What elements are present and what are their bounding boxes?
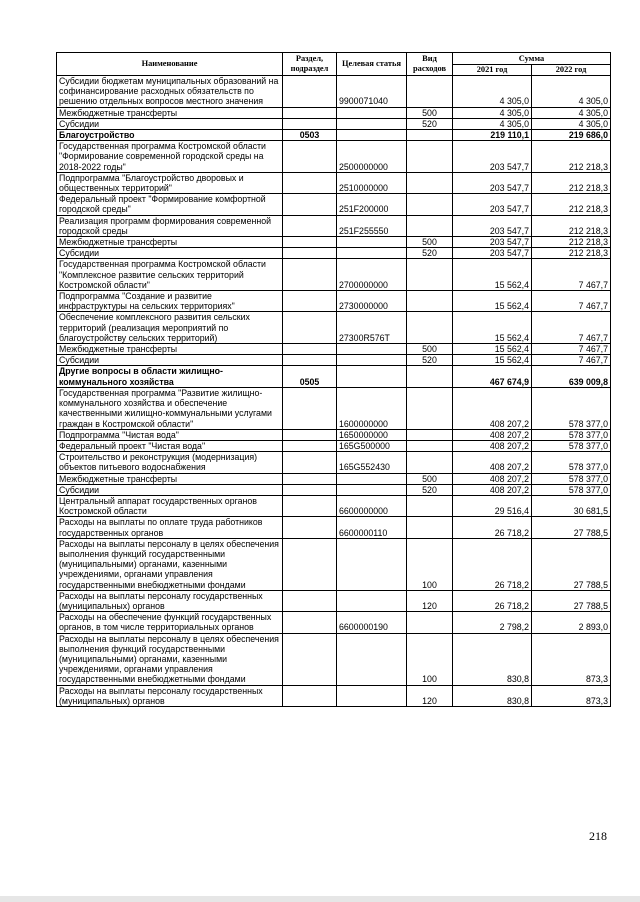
- row-section: [283, 429, 337, 440]
- table-row: [57, 517, 611, 538]
- row-sum-2022: 212 218,3: [532, 248, 611, 259]
- table-row: [57, 237, 611, 248]
- table-row: [57, 440, 611, 451]
- row-section: 0503: [283, 130, 337, 141]
- row-sum-2022: 27 788,5: [532, 590, 611, 611]
- row-target-article: 1600000000: [337, 387, 407, 429]
- row-target-article: [337, 237, 407, 248]
- row-sum-2021: 4 305,0: [453, 76, 532, 108]
- row-name: Расходы на выплаты персоналу государственных (муниципальных) органов: [57, 685, 283, 706]
- row-name: Расходы на выплаты персоналу в целях обеспечения выполнения функций государственными (муниципальными) органами, казенными учреждениями, органами управления государственными внебюджетными фондами: [57, 538, 283, 590]
- row-sum-2021: 26 718,2: [453, 538, 532, 590]
- row-sum-2021: 203 547,7: [453, 141, 532, 173]
- row-expense-type: [407, 452, 453, 473]
- row-sum-2021: 203 547,7: [453, 215, 532, 236]
- row-expense-type: [407, 440, 453, 451]
- row-name: Субсидии: [57, 355, 283, 366]
- row-expense-type: 500: [407, 107, 453, 118]
- row-sum-2021: 408 207,2: [453, 452, 532, 473]
- row-expense-type: [407, 291, 453, 312]
- table-body: [57, 76, 611, 707]
- row-sum-2021: 408 207,2: [453, 440, 532, 451]
- row-section: [283, 107, 337, 118]
- table-row: [57, 366, 611, 387]
- row-sum-2021: 203 547,7: [453, 172, 532, 193]
- header-section: Раздел, подраздел: [283, 53, 337, 76]
- table-row: [57, 484, 611, 495]
- row-expense-type: [407, 141, 453, 173]
- row-expense-type: [407, 215, 453, 236]
- row-sum-2021: 4 305,0: [453, 118, 532, 129]
- row-sum-2022: 212 218,3: [532, 141, 611, 173]
- row-section: [283, 538, 337, 590]
- table-row: [57, 590, 611, 611]
- row-sum-2022: 7 467,7: [532, 355, 611, 366]
- row-target-article: 1650000000: [337, 429, 407, 440]
- row-sum-2022: 2 893,0: [532, 612, 611, 633]
- table-row: [57, 538, 611, 590]
- row-name: Субсидии: [57, 484, 283, 495]
- row-target-article: 165G500000: [337, 440, 407, 451]
- table-row: [57, 452, 611, 473]
- row-expense-type: 520: [407, 248, 453, 259]
- row-sum-2022: 873,3: [532, 685, 611, 706]
- row-sum-2022: 4 305,0: [532, 76, 611, 108]
- table-row: [57, 215, 611, 236]
- row-sum-2021: 15 562,4: [453, 312, 532, 344]
- row-name: Обеспечение комплексного развития сельских территорий (реализация мероприятий по благоустройству сельских территорий): [57, 312, 283, 344]
- row-expense-type: 120: [407, 685, 453, 706]
- row-expense-type: 520: [407, 118, 453, 129]
- row-name: Расходы на обеспечение функций государственных органов, в том числе территориальных органов: [57, 612, 283, 633]
- row-section: [283, 612, 337, 633]
- row-sum-2021: 15 562,4: [453, 355, 532, 366]
- row-expense-type: [407, 76, 453, 108]
- row-expense-type: [407, 312, 453, 344]
- row-sum-2022: 7 467,7: [532, 344, 611, 355]
- row-sum-2021: 4 305,0: [453, 107, 532, 118]
- table-row: [57, 76, 611, 108]
- row-target-article: 2730000000: [337, 291, 407, 312]
- row-sum-2022: 578 377,0: [532, 473, 611, 484]
- row-target-article: 2510000000: [337, 172, 407, 193]
- row-section: [283, 215, 337, 236]
- row-sum-2022: 27 788,5: [532, 538, 611, 590]
- header-year-2022: 2022 год: [532, 65, 611, 76]
- row-section: [283, 344, 337, 355]
- row-section: [283, 685, 337, 706]
- row-sum-2021: 15 562,4: [453, 259, 532, 291]
- row-sum-2022: 4 305,0: [532, 118, 611, 129]
- row-section: [283, 517, 337, 538]
- row-target-article: [337, 107, 407, 118]
- table-row: [57, 685, 611, 706]
- row-expense-type: 100: [407, 538, 453, 590]
- row-target-article: 2700000000: [337, 259, 407, 291]
- table-row: [57, 387, 611, 429]
- row-name: Расходы на выплаты персоналу в целях обеспечения выполнения функций государственными (муниципальными) органами, казенными учреждениями, органами управления государственными внебюджетными фондами: [57, 633, 283, 685]
- table-row: [57, 118, 611, 129]
- row-target-article: 6600000190: [337, 612, 407, 633]
- table-row: [57, 130, 611, 141]
- row-expense-type: [407, 387, 453, 429]
- row-target-article: [337, 130, 407, 141]
- table-row: [57, 194, 611, 215]
- table-row: [57, 172, 611, 193]
- row-name: Другие вопросы в области жилищно-коммунального хозяйства: [57, 366, 283, 387]
- row-sum-2021: 15 562,4: [453, 291, 532, 312]
- row-sum-2022: 30 681,5: [532, 495, 611, 516]
- row-expense-type: 500: [407, 344, 453, 355]
- row-section: [283, 312, 337, 344]
- table-row: [57, 633, 611, 685]
- row-section: [283, 633, 337, 685]
- table-row: [57, 107, 611, 118]
- row-section: [283, 452, 337, 473]
- row-section: [283, 355, 337, 366]
- row-section: [283, 141, 337, 173]
- row-expense-type: [407, 194, 453, 215]
- row-section: [283, 495, 337, 516]
- row-name: Субсидии: [57, 248, 283, 259]
- row-sum-2021: 203 547,7: [453, 237, 532, 248]
- row-expense-type: [407, 612, 453, 633]
- row-sum-2021: 408 207,2: [453, 387, 532, 429]
- row-sum-2022: 7 467,7: [532, 259, 611, 291]
- row-name: Межбюджетные трансферты: [57, 107, 283, 118]
- scan-edge: [0, 896, 640, 902]
- row-expense-type: 520: [407, 355, 453, 366]
- row-expense-type: [407, 517, 453, 538]
- row-sum-2021: 408 207,2: [453, 484, 532, 495]
- table-row: [57, 473, 611, 484]
- row-target-article: 251F255550: [337, 215, 407, 236]
- table-row: [57, 312, 611, 344]
- row-section: [283, 76, 337, 108]
- row-name: Строительство и реконструкция (модернизация) объектов питьевого водоснабжения: [57, 452, 283, 473]
- row-expense-type: 500: [407, 473, 453, 484]
- row-section: [283, 248, 337, 259]
- row-section: [283, 484, 337, 495]
- row-section: [283, 118, 337, 129]
- row-sum-2021: 2 798,2: [453, 612, 532, 633]
- row-target-article: [337, 366, 407, 387]
- row-expense-type: [407, 366, 453, 387]
- row-sum-2021: 219 110,1: [453, 130, 532, 141]
- row-name: Федеральный проект "Чистая вода": [57, 440, 283, 451]
- row-sum-2021: 15 562,4: [453, 344, 532, 355]
- table-row: [57, 612, 611, 633]
- row-sum-2021: 830,8: [453, 633, 532, 685]
- row-name: Расходы на выплаты по оплате труда работников государственных органов: [57, 517, 283, 538]
- row-target-article: 2500000000: [337, 141, 407, 173]
- row-target-article: [337, 355, 407, 366]
- page-number: 218: [589, 829, 607, 843]
- row-target-article: [337, 484, 407, 495]
- table-row: [57, 259, 611, 291]
- row-name: Центральный аппарат государственных органов Костромской области: [57, 495, 283, 516]
- row-section: [283, 473, 337, 484]
- row-sum-2021: 408 207,2: [453, 473, 532, 484]
- row-sum-2021: 29 516,4: [453, 495, 532, 516]
- row-target-article: 6600000110: [337, 517, 407, 538]
- row-target-article: [337, 590, 407, 611]
- row-sum-2022: 873,3: [532, 633, 611, 685]
- row-sum-2021: 26 718,2: [453, 517, 532, 538]
- row-expense-type: [407, 495, 453, 516]
- row-sum-2022: 578 377,0: [532, 484, 611, 495]
- row-name: Государственная программа "Развитие жилищно-коммунального хозяйства и обеспечение качественными жилищно-коммунальными услугами граждан в Костромской области": [57, 387, 283, 429]
- header-year-2021: 2021 год: [453, 65, 532, 76]
- row-target-article: 6600000000: [337, 495, 407, 516]
- row-expense-type: 520: [407, 484, 453, 495]
- row-name: Межбюджетные трансферты: [57, 344, 283, 355]
- header-expense-type: Вид расходов: [407, 53, 453, 76]
- row-sum-2022: 578 377,0: [532, 429, 611, 440]
- row-name: Субсидии: [57, 118, 283, 129]
- table-row: [57, 248, 611, 259]
- row-target-article: [337, 248, 407, 259]
- row-name: Межбюджетные трансферты: [57, 473, 283, 484]
- row-section: [283, 590, 337, 611]
- row-expense-type: 500: [407, 237, 453, 248]
- row-expense-type: 100: [407, 633, 453, 685]
- row-sum-2022: 7 467,7: [532, 291, 611, 312]
- row-sum-2022: 4 305,0: [532, 107, 611, 118]
- row-section: [283, 259, 337, 291]
- row-name: Расходы на выплаты персоналу государственных (муниципальных) органов: [57, 590, 283, 611]
- table-row: [57, 141, 611, 173]
- row-name: Субсидии бюджетам муниципальных образований на софинансирование расходных обязательств по решению отдельных вопросов местного значения: [57, 76, 283, 108]
- row-sum-2022: 212 218,3: [532, 194, 611, 215]
- row-target-article: [337, 344, 407, 355]
- row-name: Подпрограмма "Создание и развитие инфраструктуры на сельских территориях": [57, 291, 283, 312]
- row-sum-2021: 203 547,7: [453, 194, 532, 215]
- row-name: Подпрограмма "Чистая вода": [57, 429, 283, 440]
- row-section: [283, 291, 337, 312]
- row-sum-2022: 212 218,3: [532, 172, 611, 193]
- header-name: Наименование: [57, 53, 283, 76]
- row-sum-2021: 408 207,2: [453, 429, 532, 440]
- row-sum-2022: 219 686,0: [532, 130, 611, 141]
- row-target-article: [337, 685, 407, 706]
- header-sum: Сумма: [453, 53, 611, 65]
- row-target-article: [337, 473, 407, 484]
- row-target-article: 251F200000: [337, 194, 407, 215]
- row-sum-2022: 578 377,0: [532, 387, 611, 429]
- row-target-article: 27300R576T: [337, 312, 407, 344]
- row-target-article: [337, 538, 407, 590]
- row-target-article: [337, 633, 407, 685]
- table-row: [57, 429, 611, 440]
- row-target-article: 9900071040: [337, 76, 407, 108]
- row-name: Реализация программ формирования современной городской среды: [57, 215, 283, 236]
- row-sum-2022: 27 788,5: [532, 517, 611, 538]
- row-expense-type: [407, 429, 453, 440]
- row-sum-2022: 578 377,0: [532, 440, 611, 451]
- row-sum-2021: 203 547,7: [453, 248, 532, 259]
- row-sum-2022: 639 009,8: [532, 366, 611, 387]
- table-row: [57, 344, 611, 355]
- row-section: [283, 194, 337, 215]
- row-name: Государственная программа Костромской области "Формирование современной городской среды на 2018-2022 годы": [57, 141, 283, 173]
- row-sum-2021: 26 718,2: [453, 590, 532, 611]
- row-sum-2022: 7 467,7: [532, 312, 611, 344]
- table-row: [57, 291, 611, 312]
- row-sum-2022: 212 218,3: [532, 215, 611, 236]
- table-row: [57, 355, 611, 366]
- row-name: Федеральный проект "Формирование комфортной городской среды": [57, 194, 283, 215]
- row-section: [283, 387, 337, 429]
- row-section: [283, 237, 337, 248]
- row-expense-type: [407, 130, 453, 141]
- row-sum-2022: 212 218,3: [532, 237, 611, 248]
- row-section: [283, 172, 337, 193]
- row-name: Межбюджетные трансферты: [57, 237, 283, 248]
- row-sum-2021: 830,8: [453, 685, 532, 706]
- row-expense-type: [407, 172, 453, 193]
- header-target-article: Целевая статья: [337, 53, 407, 76]
- row-name: Благоустройство: [57, 130, 283, 141]
- row-section: [283, 440, 337, 451]
- row-section: 0505: [283, 366, 337, 387]
- row-name: Государственная программа Костромской области "Комплексное развитие сельских территорий Костромской области": [57, 259, 283, 291]
- budget-table: [56, 52, 611, 707]
- row-name: Подпрограмма "Благоустройство дворовых и общественных территорий": [57, 172, 283, 193]
- row-target-article: 165G552430: [337, 452, 407, 473]
- row-sum-2021: 467 674,9: [453, 366, 532, 387]
- row-sum-2022: 578 377,0: [532, 452, 611, 473]
- row-expense-type: [407, 259, 453, 291]
- table-row: [57, 495, 611, 516]
- row-target-article: [337, 118, 407, 129]
- row-expense-type: 120: [407, 590, 453, 611]
